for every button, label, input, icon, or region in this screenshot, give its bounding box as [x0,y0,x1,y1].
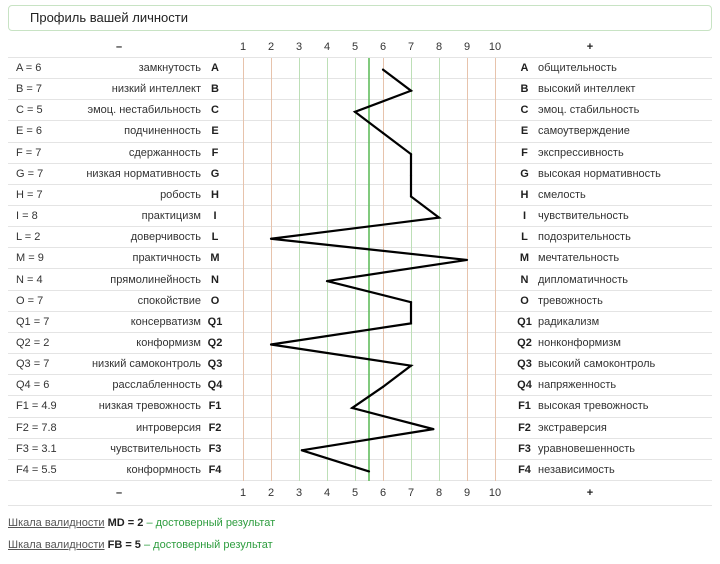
factor-high-pole: высокий интеллект [538,83,636,96]
factor-row-f2 [8,418,712,439]
factor-row-c [8,100,712,121]
factor-row-f3 [8,439,712,460]
factor-high-pole: радикализм [538,315,600,328]
factor-code-right: H [520,188,529,201]
factor-low-pole: доверчивость [130,231,201,244]
factor-low-pole: низкий самоконтроль [91,358,201,371]
factor-code-left: I [213,210,217,223]
tick-label-top-3: 3 [295,41,303,53]
factor-high-pole: подозрительность [538,231,631,244]
factor-score-label: Q4 = 6 [16,379,50,392]
validity-line-fb [8,536,273,554]
factor-code-right: F2 [518,421,531,434]
factor-row-f1 [8,396,712,417]
factor-code-left: F4 [208,463,222,476]
tick-label-top-8: 8 [435,41,443,53]
tick-label-bottom-1: 1 [239,487,247,499]
factor-row-m [8,248,712,269]
profile-title-box [8,5,712,31]
factor-score-label: L = 2 [16,231,41,244]
factor-score-label: C = 5 [16,104,43,117]
factor-code-right: E [520,125,529,138]
factor-code-right: F4 [518,463,531,476]
factor-score-label: E = 6 [16,125,42,138]
factor-code-right: Q1 [517,315,532,328]
tick-label-top-6: 6 [379,41,387,53]
validity-line-md [8,514,275,532]
factor-low-pole: интроверсия [135,421,201,434]
scale-header-bottom [8,481,712,506]
factor-code-right: Q4 [517,379,532,392]
factor-score-label: Q1 = 7 [16,315,50,328]
factor-code-left: Q1 [207,315,223,328]
tick-label-top-2: 2 [267,41,275,53]
factor-code-right: Q2 [517,336,532,349]
factor-score-label: H = 7 [16,188,43,201]
factor-high-pole: напряженность [538,379,617,392]
tick-label-bottom-9: 9 [463,487,471,499]
scale-header-top [8,36,712,58]
factor-low-pole: эмоц. нестабильность [87,104,201,117]
factor-row-n [8,270,712,291]
factor-score-label: O = 7 [16,294,44,307]
factor-row-l [8,227,712,248]
factor-row-f4 [8,460,712,481]
factor-code-left: F2 [208,421,222,434]
factor-code-right: F3 [518,442,531,455]
factor-code-right: O [520,294,529,307]
factor-low-pole: прямолинейность [110,273,201,286]
factor-high-pole: смелость [538,188,586,201]
chart-title: Профиль вашей личности [30,10,188,25]
tick-label-top-10: 10 [488,41,502,53]
factor-low-pole: подчиненность [124,125,201,138]
factor-row-q2 [8,333,712,354]
factor-row-f [8,143,712,164]
factor-low-pole: спокойствие [137,294,201,307]
factor-code-left: F1 [208,400,222,413]
factor-row-q4 [8,375,712,396]
factor-code-right: F1 [518,400,531,413]
factor-row-q3 [8,354,712,375]
factor-score-label: F = 7 [16,146,42,159]
factor-row-o [8,291,712,312]
factor-row-a [8,58,712,79]
factor-code-right: L [521,231,528,244]
factor-code-right: N [520,273,529,286]
tick-label-bottom-3: 3 [295,487,303,499]
factor-low-pole: практичность [132,252,201,265]
factor-low-pole: замкнутость [138,62,201,74]
minus-pole-sign-bottom: – [115,487,123,499]
factor-score-label: F1 = 4.9 [16,400,57,413]
factor-high-pole: общительность [538,62,617,74]
validity-score: FB = 5 [107,539,141,551]
tick-label-bottom-6: 6 [379,487,387,499]
validity-scale-link[interactable]: Шкала валидности [8,539,105,551]
factor-low-pole: робость [160,188,201,201]
factor-high-pole: нонконформизм [538,336,621,349]
tick-label-bottom-8: 8 [435,487,443,499]
factor-high-pole: высокая тревожность [538,400,649,413]
factor-code-left: A [211,62,219,74]
factor-score-label: A = 6 [16,62,42,74]
validity-verdict: – достоверный результат [144,539,273,551]
factor-code-left: Q3 [207,358,223,371]
factor-code-right: M [519,252,530,265]
factor-score-label: B = 7 [16,83,42,96]
factor-high-pole: независимость [538,463,615,476]
factor-code-right: F [521,146,528,159]
validity-verdict: – достоверный результат [146,517,276,529]
factor-high-pole: дипломатичность [538,273,628,286]
factor-score-label: F3 = 3.1 [16,442,57,455]
factor-code-left: O [210,294,220,307]
factor-code-right: G [520,167,529,180]
factor-code-left: N [211,273,219,286]
factor-low-pole: практицизм [141,210,201,223]
factor-high-pole: уравновешенность [538,442,635,455]
plus-pole-sign-bottom: + [586,487,594,499]
factor-score-label: G = 7 [16,167,44,180]
factor-low-pole: чувствительность [110,442,201,455]
factor-code-left: E [211,125,219,138]
factor-high-pole: эмоц. стабильность [538,104,640,117]
factor-high-pole: чувствительность [538,210,629,223]
factor-low-pole: консерватизм [130,315,201,328]
factor-score-label: Q2 = 2 [16,336,50,349]
factor-code-left: M [210,252,220,265]
factor-score-label: N = 4 [16,273,43,286]
factor-low-pole: низкий интеллект [111,83,201,96]
factor-low-pole: низкая нормативность [86,167,201,180]
factor-low-pole: расслабленность [112,379,201,392]
tick-label-top-5: 5 [351,41,359,53]
factor-high-pole: самоутверждение [538,125,630,138]
factor-high-pole: тревожность [538,294,603,307]
factor-low-pole: низкая тревожность [98,400,201,413]
factor-code-left: L [211,231,219,244]
tick-label-top-4: 4 [323,41,331,53]
tick-label-top-7: 7 [407,41,415,53]
validity-score: MD = 2 [107,517,144,529]
factor-score-label: I = 8 [16,210,38,223]
factor-row-i [8,206,712,227]
factor-score-label: F4 = 5.5 [16,463,57,476]
factor-low-pole: конформизм [136,336,201,349]
minus-pole-sign-top: – [115,41,123,53]
factor-code-left: B [211,83,219,96]
plus-pole-sign-top: + [586,41,594,53]
tick-label-bottom-7: 7 [407,487,415,499]
factor-code-right: A [520,62,529,74]
tick-label-bottom-5: 5 [351,487,359,499]
factor-row-h [8,185,712,206]
factor-row-e [8,121,712,142]
factor-code-right: Q3 [517,358,532,371]
tick-label-bottom-4: 4 [323,487,331,499]
tick-label-top-9: 9 [463,41,471,53]
factor-code-right: I [522,210,527,223]
factor-score-label: F2 = 7.8 [16,421,57,434]
factor-low-pole: конформность [126,463,201,476]
factor-code-left: C [211,104,219,117]
factor-code-left: H [211,188,219,201]
factor-high-pole: экспрессивность [538,146,624,159]
tick-label-top-1: 1 [239,41,247,53]
factor-score-label: M = 9 [16,252,44,265]
factor-high-pole: высокий самоконтроль [538,358,656,371]
tick-label-bottom-10: 10 [488,487,502,499]
factor-high-pole: экстраверсия [538,421,607,434]
factor-code-right: B [520,83,529,96]
validity-scale-link[interactable]: Шкала валидности [8,517,105,529]
factor-code-left: G [210,167,220,180]
factor-row-g [8,164,712,185]
factor-code-left: Q2 [207,336,223,349]
factor-low-pole: сдержанность [128,146,201,159]
factor-row-b [8,79,712,100]
tick-label-bottom-2: 2 [267,487,275,499]
factor-code-left: Q4 [207,379,223,392]
factor-high-pole: высокая нормативность [538,167,661,180]
factor-high-pole: мечтательность [538,252,620,265]
factor-code-left: F [211,146,219,159]
factor-code-left: F3 [208,442,222,455]
factor-row-q1 [8,312,712,333]
factor-code-right: C [520,104,529,117]
factor-score-label: Q3 = 7 [16,358,50,371]
